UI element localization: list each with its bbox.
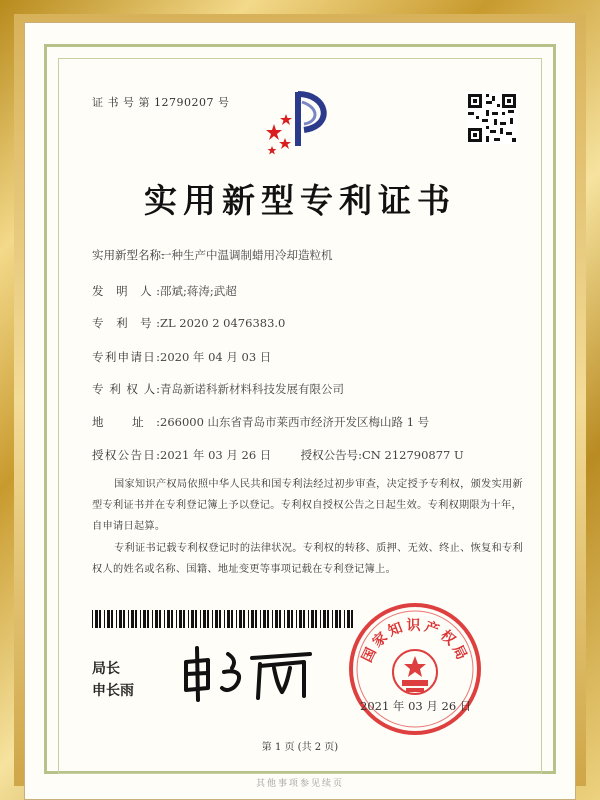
seal-date: 2021 年 03 月 26 日 <box>360 699 472 713</box>
field-label: 实用新型名称: <box>92 248 165 262</box>
field-value: 2021 年 03 月 26 日 <box>160 448 272 462</box>
legal-status-paragraph: 专利证书记载专利权登记时的法律状况。专利权的转移、质押、无效、终止、恢复和专利权人的姓名或名称、国籍、地址变更等事项记载在专利登记簿上。 <box>92 543 524 575</box>
page-number: 第 1 页 (共 2 页) <box>261 742 339 753</box>
field-value: 2020 年 04 月 03 日 <box>160 350 272 364</box>
director-name: 申长雨 <box>92 683 134 699</box>
field-label: 授权公告号: <box>300 448 362 462</box>
field-label: 专 利 号: <box>92 316 160 330</box>
field-value: CN 212790877 U <box>362 448 464 462</box>
field-label: 专 利 权 人: <box>92 382 160 396</box>
inventor-field <box>92 283 237 299</box>
grant-paragraph: 国家知识产权局依照中华人民共和国专利法经过初步审查，决定授予专利权，颁发实用新型专利证书并在专利登记簿上予以登记。专利权自授权公告之日起生效。专利权期限为十年，自申请日起算。 <box>92 479 524 532</box>
footer-note: 其他事项参见续页 <box>255 779 344 789</box>
grant-date-field <box>92 447 464 463</box>
patentee-field <box>92 381 344 397</box>
qr-code-icon <box>466 92 518 144</box>
certificate-title: 实用新型专利证书 <box>144 181 456 220</box>
barcode-icon <box>92 610 354 628</box>
certificate-number: 证 书 号 第 12790207 号 <box>92 96 230 109</box>
field-label: 授权公告日: <box>92 448 160 462</box>
field-label: 地 址: <box>92 415 160 429</box>
field-value: 青岛新诺科新材料科技发展有限公司 <box>160 382 344 396</box>
field-value: 一种生产中温调制蜡用冷却造粒机 <box>160 248 333 262</box>
field-value: 邵斌;蒋涛;武超 <box>160 284 237 298</box>
address-field <box>92 414 429 430</box>
utility-model-name-field <box>92 247 333 263</box>
director-title: 局长 <box>92 661 120 677</box>
signature-icon <box>178 642 318 704</box>
application-date-field <box>92 349 271 365</box>
patent-number-field <box>92 315 285 331</box>
cnipa-logo-icon <box>258 86 342 166</box>
seal-text: 国家知识产权局 <box>359 618 471 665</box>
official-seal-icon <box>346 600 484 738</box>
field-label: 发 明 人: <box>92 284 160 298</box>
field-value: 266000 山东省青岛市莱西市经济开发区梅山路 1 号 <box>160 415 430 429</box>
field-value: ZL 2020 2 0476383.0 <box>160 316 286 330</box>
field-label: 专利申请日: <box>92 350 160 364</box>
